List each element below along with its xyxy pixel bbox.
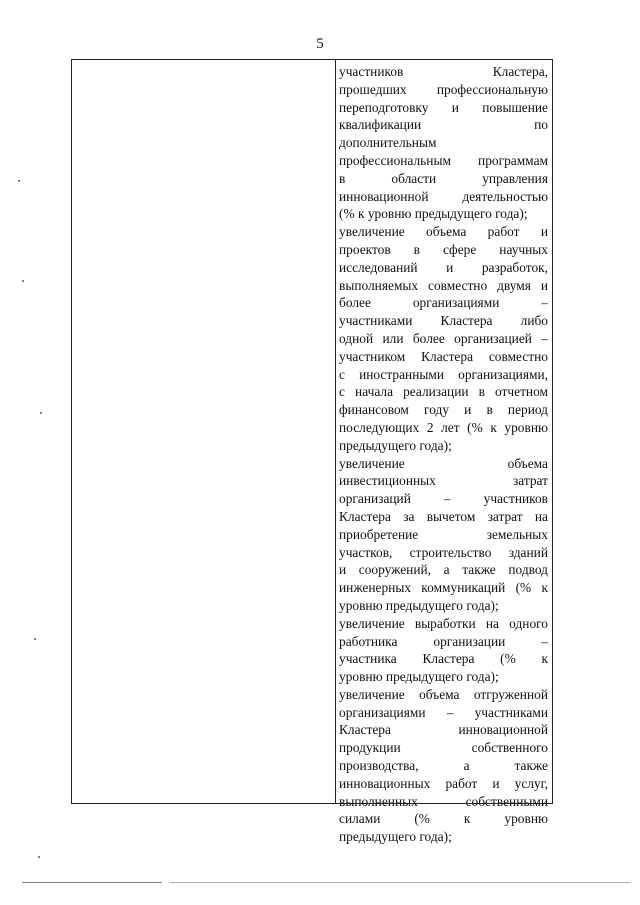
- column-divider: [335, 60, 336, 803]
- document-table: [71, 59, 553, 845]
- text-line: и сооружений, а также подвод: [339, 562, 548, 578]
- text-line: производства, а также: [339, 758, 548, 774]
- text-line: последующих 2 лет (% к уровню: [339, 419, 548, 435]
- right-cell-text: [339, 63, 548, 846]
- text-line: Кластера инновационной: [339, 722, 548, 738]
- text-line: профессиональным программам: [339, 152, 548, 168]
- text-line: выполняемых совместно двумя и: [339, 277, 548, 293]
- scan-speck: [18, 180, 20, 182]
- text-line: финансовом году и в период: [339, 402, 548, 418]
- text-line: прошедших профессиональную: [339, 81, 548, 97]
- text-line: более организациями –: [339, 295, 548, 311]
- text-line: участков, строительство зданий: [339, 544, 548, 560]
- scan-speck: [22, 280, 24, 282]
- text-line: увеличение выработки на одного: [339, 615, 548, 631]
- text-line: участника Кластера (% к: [339, 651, 548, 667]
- text-line: увеличение объема работ и: [339, 224, 548, 240]
- text-line: силами (% к уровню: [339, 811, 548, 827]
- text-line: Кластера за вычетом затрат на: [339, 508, 548, 524]
- text-line: квалификации по: [339, 117, 548, 133]
- text-line: инновационных работ и услуг,: [339, 775, 548, 791]
- text-line: участником Кластера совместно: [339, 348, 548, 364]
- bottom-scan-line: [22, 882, 162, 883]
- text-line: продукции собственного: [339, 740, 548, 756]
- text-line: исследований и разработок,: [339, 259, 548, 275]
- bottom-scan-line: [170, 882, 630, 883]
- text-line: инвестиционных затрат: [339, 473, 548, 489]
- text-line: с начала реализации в отчетном: [339, 384, 548, 400]
- text-line: организаций – участников: [339, 491, 548, 507]
- text-line: переподготовку и повышение: [339, 99, 548, 115]
- text-line: выполненных собственными: [339, 793, 548, 809]
- text-line: организациями – участниками: [339, 704, 548, 720]
- scan-speck: [34, 638, 36, 640]
- scan-speck: [38, 856, 40, 858]
- text-line: увеличение объема отгруженной: [339, 686, 548, 702]
- text-line: в области управления: [339, 170, 548, 186]
- text-line: предыдущего года);: [339, 437, 452, 453]
- text-line: предыдущего года);: [339, 829, 452, 845]
- text-line: участниками Кластера либо: [339, 313, 548, 329]
- text-line: увеличение объема: [339, 455, 548, 471]
- scan-speck: [40, 412, 42, 414]
- text-line: уровню предыдущего года);: [339, 669, 499, 685]
- text-line: одной или более организацией –: [339, 330, 548, 346]
- text-line: (% к уровню предыдущего года);: [339, 206, 528, 222]
- text-line: работника организации –: [339, 633, 548, 649]
- text-line: инженерных коммуникаций (% к: [339, 580, 548, 596]
- text-line: дополнительным: [339, 135, 437, 151]
- text-line: проектов в сфере научных: [339, 241, 548, 257]
- text-line: приобретение земельных: [339, 526, 548, 542]
- text-line: уровню предыдущего года);: [339, 597, 499, 613]
- page-number: 5: [316, 36, 324, 52]
- text-line: инновационной деятельностью: [339, 188, 548, 204]
- text-line: с иностранными организациями,: [339, 366, 548, 382]
- text-line: участников Кластера,: [339, 64, 548, 79]
